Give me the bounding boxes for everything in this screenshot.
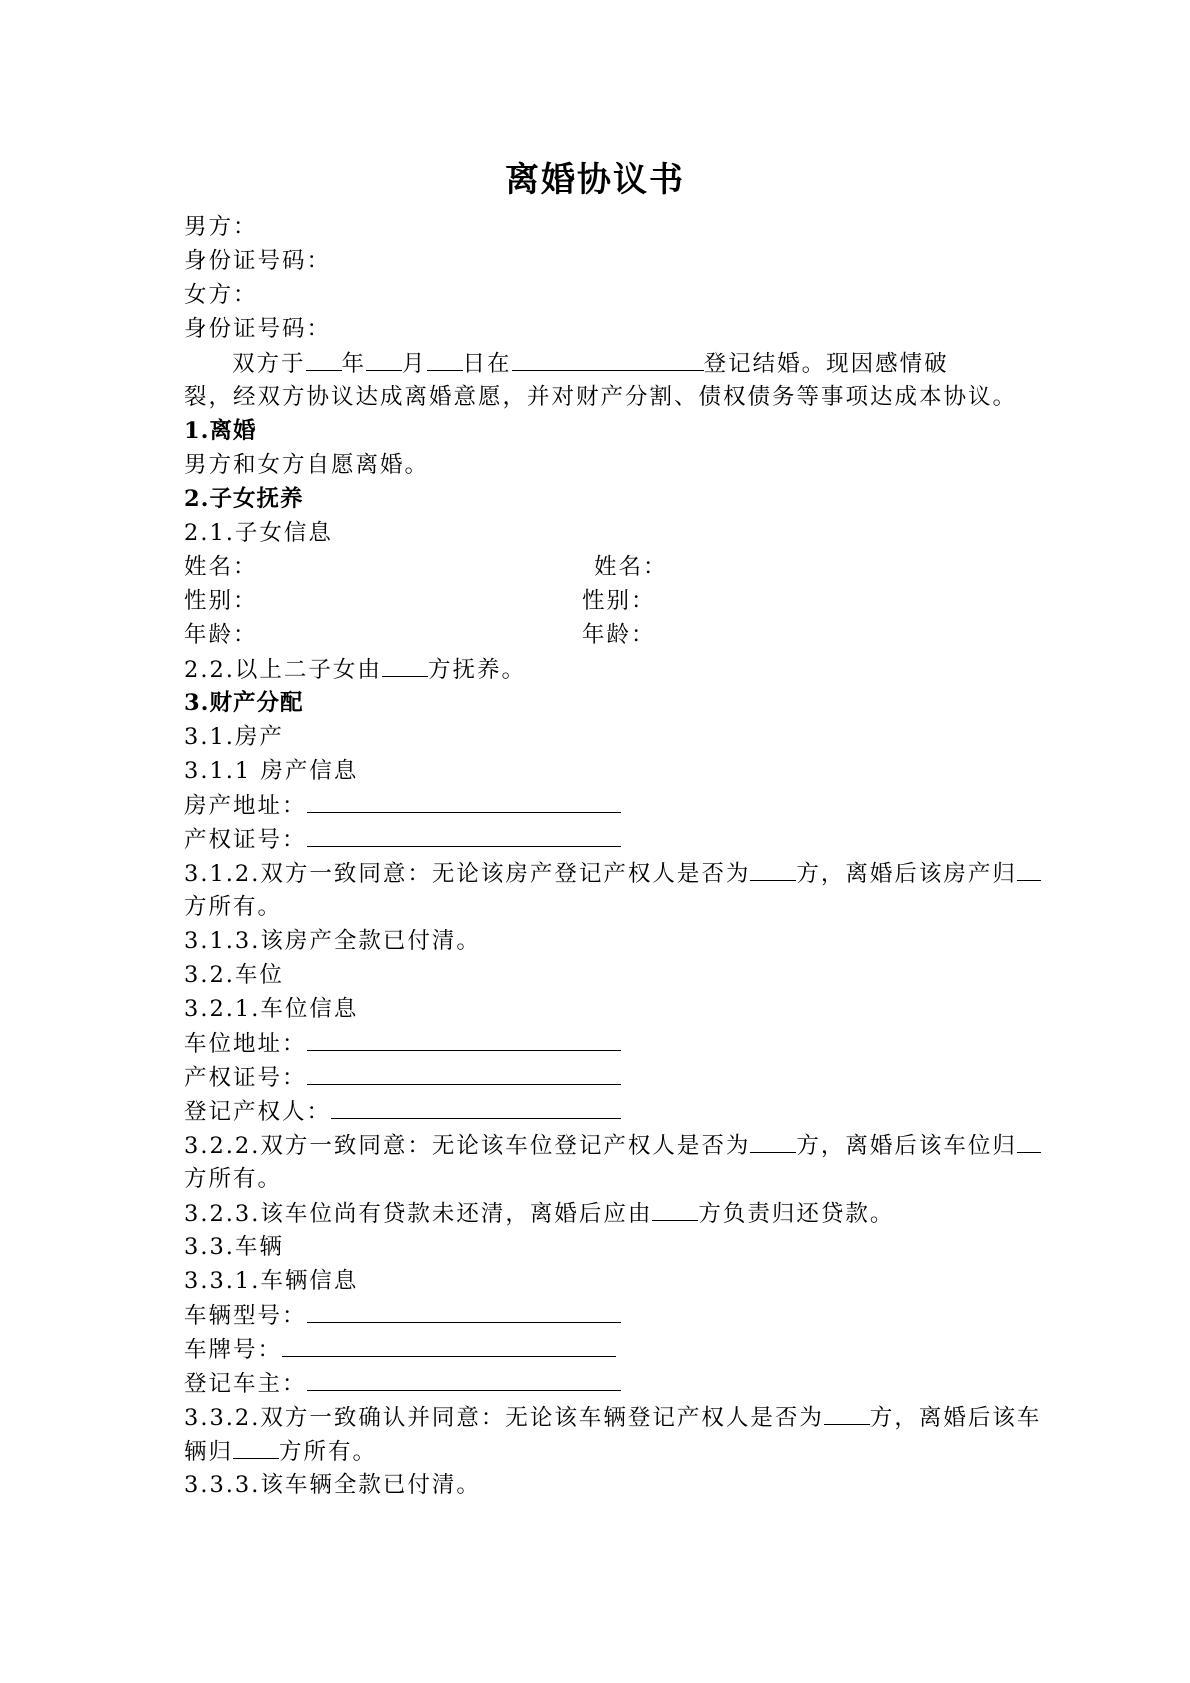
parking-owner-label: 登记产权人： [184,1099,332,1125]
parking-owner-line [184,1094,621,1128]
section-3-3-2-text-c: 辆归 [184,1439,234,1465]
document-title: 离婚协议书 [505,160,685,200]
section-3-1-2-text-b: 方，离婚后该房产归 [796,861,1017,887]
car-owner-blank [307,1366,621,1391]
house-address-line [184,788,621,822]
section-3-3-1: 3.3.1.车辆信息 [184,1268,359,1294]
female-id-line: 身份证号码： [184,316,332,342]
section-3-2-1: 3.2.1.车位信息 [184,996,359,1022]
section-2-2 [184,652,526,686]
child-a-gender: 性别： [184,588,258,614]
intro-day: 日在 [462,351,512,377]
section-3-2-3-text-a: 3.2.3.该车位尚有贷款未还清，离婚后应由 [184,1201,653,1227]
intro-month: 月 [402,351,427,377]
section-3-2-3-text-b: 方负责归还贷款。 [698,1201,895,1227]
intro-year: 年 [341,351,367,377]
child-b-name: 姓名： [594,554,668,580]
section-3-3-2-text-b: 方，离婚后该车 [869,1405,1042,1431]
parking-cert-label: 产权证号： [184,1065,307,1091]
house-cert-blank [307,822,621,847]
intro-text-1: 双方于 [232,351,306,377]
car-model-blank [307,1298,621,1323]
section-3-2-2-line-1 [184,1128,1041,1162]
section-3-2-2-text-b: 方，离婚后该车位归 [796,1133,1017,1159]
section-3-3-2-text-a: 3.3.2.双方一致确认并同意：无论该车辆登记产权人是否为 [184,1405,824,1431]
section-1-heading: 1.离婚 [184,418,257,444]
section-2-2-text-a: 2.2.以上二子女由 [184,657,382,683]
section-2-1: 2.1.子女信息 [184,520,333,546]
section-3-1: 3.1.房产 [184,724,284,750]
parking-address-label: 车位地址： [184,1031,307,1057]
parking-address-blank [307,1026,621,1051]
parking-owner-blank [331,1094,621,1119]
section-3-3-2-text-d: 方所有。 [279,1439,378,1465]
car-plate-label: 车牌号： [184,1337,283,1363]
child-b-age: 年龄： [582,622,656,648]
house-address-blank [307,788,621,813]
car-owner-line [184,1366,621,1400]
section-3-2-3 [184,1196,894,1230]
male-line: 男方： [184,214,258,240]
car-owner-label: 登记车主： [184,1371,307,1397]
parking-cert-line [184,1060,621,1094]
house-cert-line [184,822,621,856]
parking-registrant-blank [750,1128,796,1153]
parking-owner-party-blank [1017,1128,1041,1153]
intro-line-2: 裂，经双方协议达成离婚意愿，并对财产分割、债权债务等事项达成本协议。 [184,384,1018,410]
section-3-2-2-line-2: 方所有。 [184,1166,283,1192]
year-blank [306,346,342,371]
section-3-1-3: 3.1.3.该房产全款已付清。 [184,928,481,954]
section-3-3: 3.3.车辆 [184,1234,284,1260]
parking-cert-blank [307,1060,621,1085]
car-plate-line [184,1332,616,1366]
intro-text-2: 登记结婚。现因感情破 [703,351,949,377]
section-2-2-text-b: 方抚养。 [427,657,526,683]
section-3-1-2-text-a: 3.1.2.双方一致同意：无论该房产登记产权人是否为 [184,861,751,887]
place-blank [512,346,704,371]
car-registrant-blank [824,1400,870,1425]
female-line: 女方： [184,282,258,308]
section-3-heading: 3.财产分配 [184,690,304,716]
day-blank [427,346,463,371]
section-3-2-2-text-a: 3.2.2.双方一致同意：无论该车位登记产权人是否为 [184,1133,751,1159]
child-b-gender: 性别： [582,588,656,614]
section-3-2: 3.2.车位 [184,962,284,988]
house-address-label: 房产地址： [184,793,307,819]
section-3-3-2-line-2 [184,1434,377,1468]
loan-party-blank [652,1196,698,1221]
section-3-3-2-line-1 [184,1400,1041,1434]
section-3-1-2-line-1 [184,856,1041,890]
section-2-heading: 2.子女抚养 [184,486,304,512]
intro-line-1 [232,346,949,380]
month-blank [366,346,402,371]
car-plate-blank [282,1332,616,1357]
parking-address-line [184,1026,621,1060]
child-a-name: 姓名： [184,554,258,580]
car-owner-party-blank [233,1434,279,1459]
section-3-3-3: 3.3.3.该车辆全款已付清。 [184,1472,481,1498]
house-registrant-blank [750,856,796,881]
custody-blank [382,652,428,677]
car-model-line [184,1298,621,1332]
male-id-line: 身份证号码： [184,248,332,274]
child-a-age: 年龄： [184,622,258,648]
car-model-label: 车辆型号： [184,1303,307,1329]
house-owner-blank [1017,856,1041,881]
section-3-1-1: 3.1.1 房产信息 [184,758,359,784]
section-3-1-2-line-2: 方所有。 [184,894,283,920]
house-cert-label: 产权证号： [184,827,307,853]
section-1-text: 男方和女方自愿离婚。 [184,452,430,478]
